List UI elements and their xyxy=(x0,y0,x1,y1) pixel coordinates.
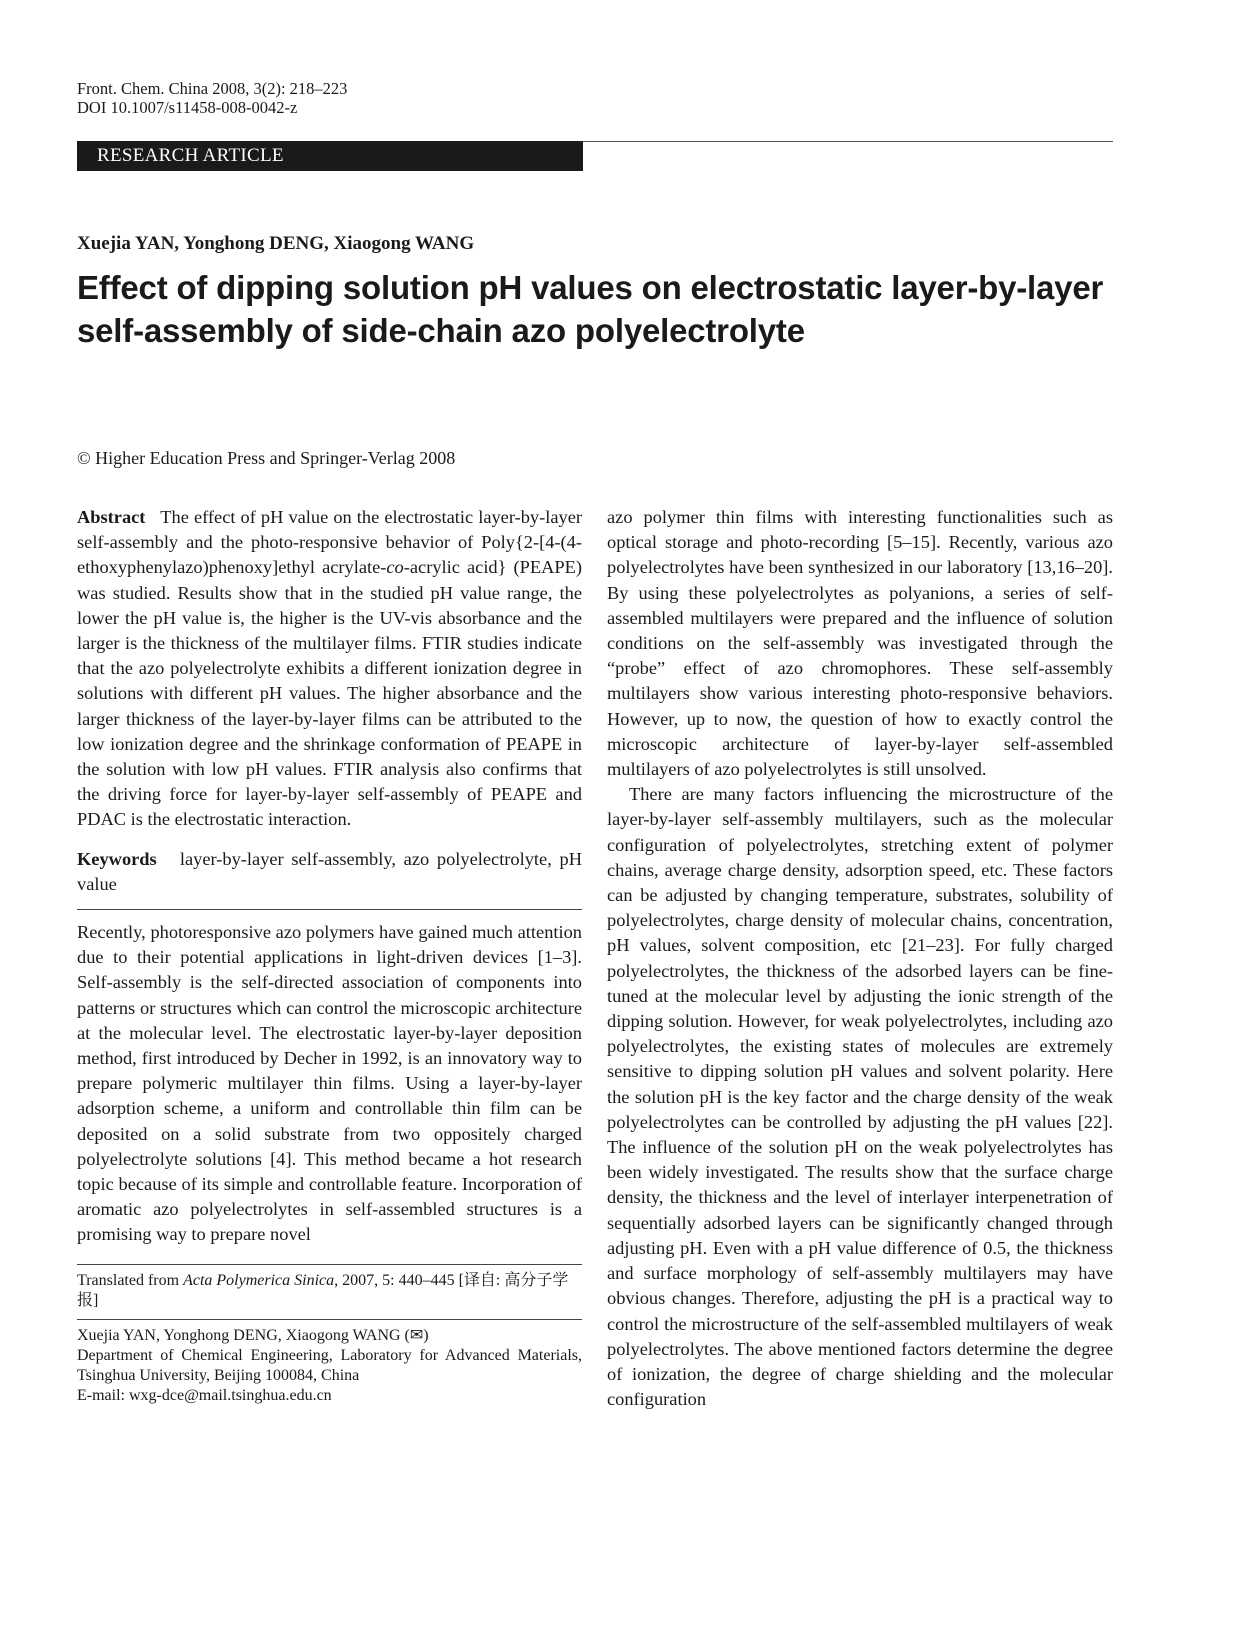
footnote-rule xyxy=(77,1264,582,1265)
doi: DOI 10.1007/s11458-008-0042-z xyxy=(77,98,298,117)
author-list: Xuejia YAN, Yonghong DENG, Xiaogong WANG xyxy=(77,233,475,254)
paper-title: Effect of dipping solution pH values on electrostatic layer-by-layer self-assembly of side-chain azo polyelectrolyte xyxy=(77,269,1104,349)
abstract-text-2: -acrylic acid} (PEAPE) was studied. Results show that in the studied pH value range, the lower the pH value is, the higher is the UV-vis absorbance and the larger is the thickness of the multilayer films. FTIR studies indicate that the azo polyelectrolyte exhibits a different ionization degree in solutions with different pH values. The higher absorbance and the larger thickness of the layer-by-layer films can be attributed to the low ionization degree and the shrinkage conformation of PEAPE in the solution with low pH values. FTIR analysis also confirms that the driving force for layer-by-layer self-assembly of PEAPE and PDAC is the electrostatic interaction. xyxy=(77,557,582,830)
copyright-notice: © Higher Education Press and Springer-Verlag 2008 xyxy=(77,448,456,468)
abstract-italic: co xyxy=(386,557,404,578)
email[interactable]: E-mail: wxg-dce@mail.tsinghua.edu.cn xyxy=(77,1386,332,1404)
translated-journal: Acta Polymerica Sinica xyxy=(183,1271,335,1289)
keywords xyxy=(77,847,582,897)
keywords-label: Keywords xyxy=(77,848,157,869)
body-paragraph-1: azo polymer thin films with interesting functionalities such as optical storage and photo-recording [5–15]. Recently, various azo polyelectrolytes have been synthesized in our laboratory [13,16–20]. By using these polyelectrolytes as polyanions, a series of self-assembled multilayers were prepared and the influence of solution conditions on the self-assembly was investigated through the “probe” effect of azo chromophores. These self-assembly multilayers show various interesting photo-responsive behaviors. However, up to now, the question of how to exactly control the microscopic architecture of layer-by-layer self-assembled multilayers of azo polyelectrolytes is still unsolved. xyxy=(607,507,1113,780)
body-paragraph-2: There are many factors influencing the microstructure of the layer-by-layer self-assembly multilayers, such as the molecular configuration of polyelectrolytes, stretching extent of polymer chains, average charge density, adsorption speed, etc. These factors can be adjusted by changing temperature, substrates, solubility of polyelectrolytes, charge density of molecular chains, concentration, pH values, solvent composition, etc [21–23]. For fully charged polyelectrolytes, the thickness of the adsorbed layers can be fine-tuned at the molecular level by adjusting the ionic strength of the dipping solution. However, for weak polyelectrolytes, including azo polyelectrolytes, the existing states of molecules are extremely sensitive to dipping solution pH values and solvent polarity. Here the solution pH is the key factor and the charge density of the weak polyelectrolytes can be controlled by adjusting the pH values [22]. The influence of the solution pH on the weak polyelectrolytes has been widely investigated. The results show that the surface charge density, the thickness and the level of interlayer interpenetration of sequentially adsorbed layers can be significantly changed through adjusting pH. Even with a pH value difference of 0.5, the thickness and surface morphology of self-assembly multilayers may have obvious changes. Therefore, adjusting the pH is a practical way to control the microstructure of the self-assembled multilayers of weak polyelectrolytes. The above mentioned factors determine the degree of ionization, the degree of charge shielding and the molecular configuration xyxy=(607,784,1113,1410)
left-column xyxy=(77,505,582,1406)
translated-from xyxy=(77,1271,582,1311)
correspondence xyxy=(77,1326,582,1406)
translated-prefix: Translated from xyxy=(77,1271,184,1289)
intro-paragraph-left: Recently, photoresponsive azo polymers have gained much attention due to their potential applications in light-driven devices [1–3]. Self-assembly is the self-directed association of components into patterns or structures which can control the microscopic architecture at the molecular level. The electrostatic layer-by-layer deposition method, first introduced by Decher in 1992, is an innovatory way to prepare polymeric multilayer thin films. Using a layer-by-layer adsorption scheme, a uniform and controllable thin film can be deposited on a solid substrate from two oppositely charged polyelectrolyte solutions [4]. This method became a hot research topic because of its simple and controllable feature. Incorporation of aromatic azo polyelectrolytes in self-assembled structures is a promising way to prepare novel xyxy=(77,922,582,1245)
abstract-text-1: The effect of pH value on the electrostatic layer-by-layer self-assembly and the photo-responsive behavior of Poly{2-[4-(4-ethoxyphenylazo)phenoxy]ethyl acrylate- xyxy=(77,507,582,578)
journal-citation: Front. Chem. China 2008, 3(2): 218–223 xyxy=(77,79,348,98)
section-rule xyxy=(77,909,582,910)
header-rule xyxy=(583,141,1113,142)
keywords-text: layer-by-layer self-assembly, azo polyelectrolyte, pH value xyxy=(77,848,583,894)
right-column xyxy=(607,505,1113,1412)
translated-suffix: , 2007, 5: 440–445 [译自: 高分子学报] xyxy=(77,1271,569,1309)
abstract xyxy=(77,505,582,833)
footnote-rule-2 xyxy=(77,1319,582,1320)
affiliation: Department of Chemical Engineering, Laboratory for Advanced Materials, Tsinghua University, Beijing 100084, China xyxy=(77,1346,582,1384)
abstract-label: Abstract xyxy=(77,507,146,527)
article-type-banner: RESEARCH ARTICLE xyxy=(77,141,583,171)
journal-header xyxy=(77,79,347,117)
corresponding-authors: Xuejia YAN, Yonghong DENG, Xiaogong WANG (✉) xyxy=(77,1326,429,1344)
